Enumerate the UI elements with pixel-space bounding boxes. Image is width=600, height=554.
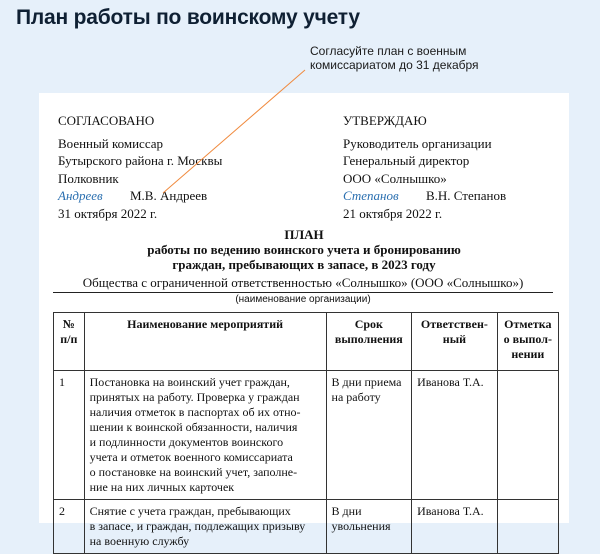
left-district: Бутырского района г. Москвы — [58, 153, 223, 168]
row-activity: Постановка на воинский учет граждан, принятых на работу. Проверка у граждан наличия отметок в паспортах об их отно- шении к воинской обязанности, наличия и подлинности документов воинского учета и отметок военного комиссариата о постановке на воинский учет, заполне- ние на них личных карточек — [84, 371, 326, 500]
row-responsible: Иванова Т.А. — [412, 371, 498, 500]
plan-subtitle: граждан, пребывающих в запасе, в 2023 году — [172, 257, 436, 272]
left-date: 31 октября 2022 г. — [58, 205, 158, 221]
plan-title: ПЛАН — [284, 227, 324, 242]
left-signature: Андреев — [58, 188, 103, 203]
right-org: ООО «Солнышко» — [343, 170, 447, 186]
plan-subtitle: работы по ведению воинского учета и бронированию — [147, 242, 461, 257]
row-responsible: Иванова Т.А. — [412, 500, 498, 554]
right-title: Генеральный директор — [343, 153, 470, 168]
row-num: 2 — [54, 500, 85, 554]
left-rank: Полковник — [58, 170, 119, 186]
left-name: М.В. Андреев — [130, 188, 208, 203]
header-num: № п/п — [54, 313, 85, 371]
right-position: Руководитель организации — [343, 135, 492, 151]
right-signature: Степанов — [343, 188, 399, 203]
callout-line: комиссариатом до 31 декабря — [310, 58, 479, 72]
header-mark: Отметка о выпол- нении — [497, 313, 558, 371]
row-num: 1 — [54, 371, 85, 500]
row-activity: Снятие с учета граждан, пребывающих в запасе, и граждан, подлежащих призыву на военную службу — [84, 500, 326, 554]
right-stamp: УТВЕРЖДАЮ — [343, 113, 427, 128]
row-term: В дни увольнения — [326, 500, 412, 554]
left-stamp: СОГЛАСОВАНО — [58, 113, 155, 128]
organization-name: Общества с ограниченной ответственностью «Солнышко» (ООО «Солнышко») — [82, 275, 524, 290]
header-term: Срок выполнения — [326, 313, 412, 371]
row-term: В дни приема на работу — [326, 371, 412, 500]
header-activity: Наименование мероприятий — [84, 313, 326, 371]
page-heading: План работы по воинскому учету — [16, 6, 360, 29]
organization-caption: (наименование организации) — [235, 294, 371, 305]
callout-line: Согласуйте план с военным — [310, 44, 467, 58]
right-name: В.Н. Степанов — [426, 188, 507, 203]
header-responsible: Ответствен- ный — [412, 313, 498, 371]
right-date: 21 октября 2022 г. — [343, 205, 443, 221]
left-position: Военный комиссар — [58, 135, 164, 151]
